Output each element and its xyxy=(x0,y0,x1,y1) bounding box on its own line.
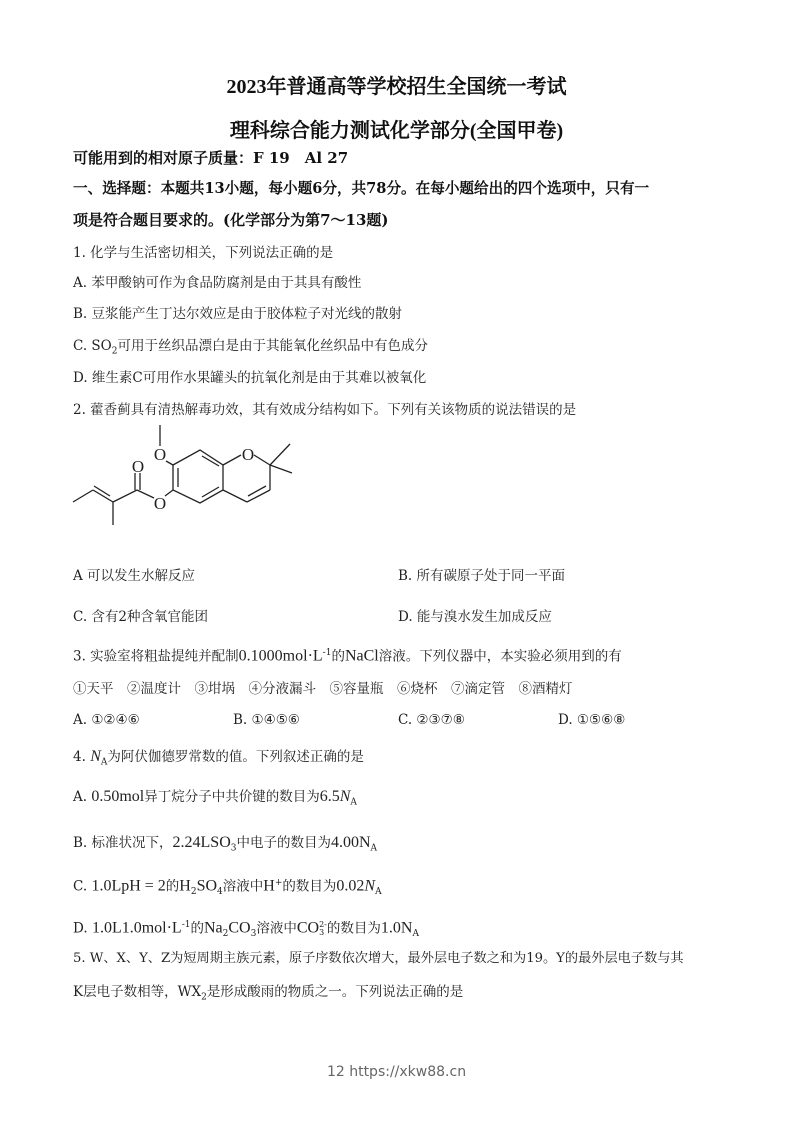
q4-option-a xyxy=(73,788,357,812)
nacl: NaCl xyxy=(344,647,379,665)
q1-stem: 1. 化学与生活密切相关，下列说法正确的是 xyxy=(73,245,334,261)
section-instructions-2: 项是符合题目要求的。(化学部分为第7～13题) xyxy=(73,211,389,229)
text: 4. xyxy=(73,749,86,765)
ion-scripts xyxy=(319,921,327,937)
subscript: A xyxy=(100,757,108,768)
instrument: ⑤容量瓶 xyxy=(329,681,384,697)
q4-stem xyxy=(73,748,364,772)
q3-option-d: D. ①⑤⑥⑧ xyxy=(558,712,626,728)
value: 0.50mol xyxy=(91,788,145,805)
text: 中电子的数目为 xyxy=(236,835,331,851)
subscript: 3 xyxy=(250,929,257,940)
text: 的 xyxy=(331,648,345,665)
text: 的数目为 xyxy=(282,878,337,895)
instrument: ③坩埚 xyxy=(194,681,235,697)
formula: H xyxy=(179,877,191,895)
q3-instruments xyxy=(73,680,573,698)
instrument: ①天平 xyxy=(73,681,114,697)
subscript: A xyxy=(350,797,357,808)
subscript: 2 xyxy=(222,929,229,940)
text: C. SO xyxy=(73,338,112,354)
q3-stem xyxy=(73,644,622,666)
subscript: A xyxy=(375,887,382,898)
subscript: A xyxy=(370,843,378,854)
text: 溶液。下列仪器中，本实验必须用到的有 xyxy=(378,648,622,665)
text: 的 xyxy=(190,920,204,937)
text: 为阿伏伽德罗常数的值。下列叙述正确的是 xyxy=(107,749,364,765)
atom-o-methoxy: O xyxy=(153,445,167,464)
formula: CO xyxy=(296,919,320,937)
superscript: -1 xyxy=(181,920,191,930)
formula: H xyxy=(263,877,275,895)
text: 溶液中 xyxy=(256,920,297,937)
superscript: + xyxy=(274,878,283,888)
subscript: A xyxy=(412,929,419,940)
superscript: 2- xyxy=(319,920,327,929)
exam-subtitle: 理科综合能力测试化学部分(全国甲卷) xyxy=(229,120,564,142)
text: 3. 实验室将粗盐提纯并配制 xyxy=(73,648,239,665)
q2-stem: 2. 藿香蓟具有清热解毒功效，其有效成分结构如下。下列有关该物质的说法错误的是 xyxy=(73,402,577,418)
subscript: 2 xyxy=(201,992,207,1003)
q1-option-b: B. 豆浆能产生丁达尔效应是由于胶体粒子对光线的散射 xyxy=(73,306,403,322)
q2-option-a: A 可以发生水解反应 xyxy=(73,568,196,584)
exam-title: 2023年普通高等学校招生全国统一考试 xyxy=(226,76,567,98)
text: 溶液中 xyxy=(222,878,264,895)
value: 1.0N xyxy=(380,919,413,937)
q3-option-b: B. ①④⑤⑥ xyxy=(233,712,300,728)
label: A. xyxy=(73,789,88,805)
text: 的数目为 xyxy=(326,920,381,937)
q4-option-d xyxy=(73,916,419,943)
instrument: ⑧酒精灯 xyxy=(518,681,573,697)
value: 2.24LSO xyxy=(172,834,231,851)
subscript: 3 xyxy=(319,928,325,937)
superscript: -1 xyxy=(322,648,332,658)
na: N xyxy=(364,877,376,895)
instrument: ②温度计 xyxy=(127,681,181,697)
atom-o-ester: O xyxy=(153,494,167,513)
q2-option-c: C. 含有2种含氧官能团 xyxy=(73,609,209,625)
instrument: ⑥烧杯 xyxy=(397,681,438,697)
q2-option-b: B. 所有碳原子处于同一平面 xyxy=(398,568,566,584)
q5-stem-1: 5. W、X、Y、Z为短周期主族元素，原子序数依次增大，最外层电子数之和为19。Y的最外层电子数与其 xyxy=(73,951,684,966)
label: B. 标准状况下， xyxy=(73,835,173,851)
formula: CO xyxy=(228,919,251,937)
text: 的 xyxy=(165,878,180,895)
section-instructions-1: 一、选择题：本题共13小题，每小题6分，共78分。在每小题给出的四个选项中，只有一 xyxy=(73,180,650,197)
atomic-masses: 可能用到的相对原子质量：F 19 Al 27 xyxy=(73,149,349,167)
q1-option-d: D. 维生素C可用作水果罐头的抗氧化剂是由于其难以被氧化 xyxy=(73,370,427,386)
value: 1.0L1.0mol·L xyxy=(91,919,182,937)
text: K层电子数相等，WX xyxy=(73,984,202,1000)
value: 0.02 xyxy=(336,877,365,895)
value: 6.5 xyxy=(319,788,340,805)
q4-option-b xyxy=(73,834,377,858)
formula: Na xyxy=(203,919,223,937)
text: 异丁烷分子中共价键的数目为 xyxy=(144,789,320,805)
q2-option-d: D. 能与溴水发生加成反应 xyxy=(398,609,552,625)
subscript: 4 xyxy=(217,887,223,898)
q1-option-a: A. 苯甲酸钠可作为食品防腐剂是由于其具有酸性 xyxy=(73,275,362,291)
page-footer: 12 https://xkw88.cn xyxy=(326,1064,467,1080)
q4-option-c xyxy=(73,874,382,901)
value: 1.0LpH = 2 xyxy=(91,877,166,895)
subscript: 2 xyxy=(111,346,118,357)
text: 可用于丝织品漂白是由于其能氧化丝织品中有色成分 xyxy=(117,338,428,354)
label: D. xyxy=(73,920,88,937)
q3-option-c: C. ②③⑦⑧ xyxy=(398,712,465,728)
avogadro-symbol: N xyxy=(90,748,101,765)
na: N xyxy=(339,788,351,805)
formula: SO xyxy=(196,877,218,895)
subscript: 3 xyxy=(230,843,237,854)
q5-stem-2 xyxy=(73,983,463,1007)
instrument: ⑦滴定管 xyxy=(451,681,505,697)
atom-o-ring: O xyxy=(241,445,255,464)
subscript: 2 xyxy=(190,887,197,898)
atom-o-carbonyl: O xyxy=(131,457,145,476)
text: 是形成酸雨的物质之一。下列说法正确的是 xyxy=(206,984,464,1000)
label: C. xyxy=(73,878,88,895)
value: 4.00N xyxy=(330,834,371,851)
q3-option-a: A. ①②④⑥ xyxy=(73,712,140,728)
instrument: ④分液漏斗 xyxy=(248,681,316,697)
concentration: 0.1000mol·L xyxy=(238,647,323,665)
